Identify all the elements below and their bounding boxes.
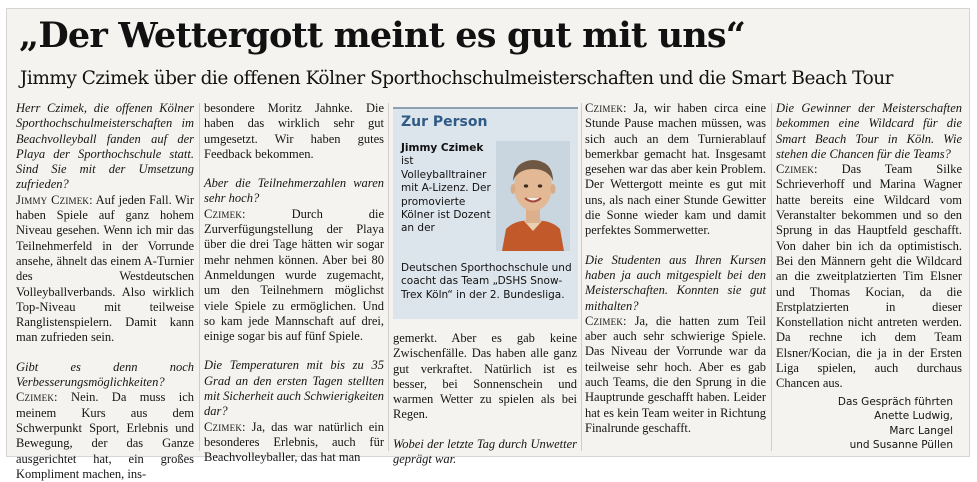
column-2	[204, 101, 384, 466]
speaker-label: Czimek:	[204, 419, 246, 434]
info-box-text: Jimmy Czimek ist Volleyballtrainer mit A-Lizenz. Der promovierte Kölner ist Dozent an der	[401, 142, 491, 235]
answer-2-continued: besondere Moritz Jahnke. Die haben das wirklich sehr gut umgesetzt. Wir haben gutes Feedback bekommen.	[204, 101, 384, 161]
answer-4: Czimek: Ja, das war natürlich ein besonderes Erlebnis, auch für Beachvolleyballer, das hat man	[204, 419, 384, 465]
question-5: Wobei der letzte Tag durch Unwetter geprägt war.	[393, 436, 577, 467]
speaker-label: Czimek:	[585, 101, 627, 115]
column-3	[393, 331, 577, 467]
answer-2: Czimek: Nein. Da muss ich meinem Kurs aus dem Schwerpunkt Sport, Erlebnis und Bewegung, der das Ganze ausgerichtet hat, ein großes Kompliment machen, ins-	[16, 390, 194, 481]
answer-4-continued: gemerkt. Aber es gab keine Zwischenfälle. Das haben alle ganz gut verkraftet. Natürlich ist es besser, bei Sonnenschein und warmen Wetter zu spielen als bei Regen.	[393, 331, 577, 422]
answer-1: Jimmy Czimek: Auf jeden Fall. Wir haben Spiele auf ganz hohem Niveau gesehen. Wenn ich mir das Teilnehmerfeld in der Vorrunde ansehe, ähnelt das einem A-Turnier des Westdeutschen Volleyballverbands. Also wirklich Top-Niveau mit teilweise Ranglistenspielern. Damit kann man zufrieden sein.	[16, 192, 194, 345]
column-1	[16, 101, 194, 482]
answer-6: Czimek: Ja, die hatten zum Teil aber auch sehr schwierige Spiele. Das Niveau der Vorrunde war da teilweise sehr hoch. Aber es gab auch Teams, die den Sprung in die Hauptrunde geschafft haben. Leider hat es kein Team weiter in Richtung Finalrunde geschafft.	[585, 313, 766, 435]
question-4: Die Temperaturen mit bis zu 35 Grad an den ersten Tagen stellten mit Sicherheit auch Schwierigkeiten dar?	[204, 358, 384, 419]
speaker-label: Jimmy Czimek:	[16, 192, 93, 207]
column-5	[776, 101, 962, 392]
info-box-person	[393, 107, 578, 319]
speaker-label: Czimek:	[16, 390, 58, 405]
column-4	[585, 101, 766, 436]
question-1: Herr Czimek, die offenen Kölner Sporthochschulmeisterschaften im Beachvolleyball fanden auf der Playa der Sporthochschule statt. Sind Sie mit der Umsetzung zufrieden?	[16, 101, 194, 192]
speaker-label: Czimek:	[776, 162, 818, 177]
answer-3: Czimek: Durch die Zurverfügungstellung der Playa über die drei Tage hätten wir sogar mehr nehmen können. Aber bei 80 Anmeldungen wurde zugemacht, um den Teilnehmern möglichst viele Spiele zu ermöglichen. Und so kam jede Mannschaft auf drei, einige sogar bis auf fünf Spiele.	[204, 206, 384, 344]
info-box-title: Zur Person	[401, 114, 488, 130]
question-7: Die Gewinner der Meisterschaften bekommen eine Wildcard für die Smart Beach Tour in Köln. Wie stehen die Chancen für die Teams?	[776, 101, 962, 161]
speaker-label: Czimek:	[204, 206, 246, 221]
question-2: Gibt es denn noch Verbesserungsmöglichkeiten?	[16, 359, 194, 390]
question-6: Die Studenten aus Ihren Kursen haben ja auch mitgespielt bei den Meisterschaften. Konnten sie gut mithalten?	[585, 252, 766, 313]
headline: „Der Wettergott meint es gut mit uns“	[19, 15, 746, 56]
person-name: Jimmy Czimek	[401, 142, 484, 154]
answer-7: Czimek: Das Team Silke Schrieverhoff und Marina Wagner hatte bereits eine Wildcard vom Veranstalter bekommen und so den Sprung in das Hauptfeld geschafft. Von daher bin ich da optimistisch. Bei den Männern geht die Wildcard an die zweitplatzierten Tim Elsner und Thomas Kocian, da die Erstplatzierten in dieser Konstellation nicht antreten werden. Da rechne ich dem Team Elsner/Kocian, die ja in der Ersten Liga spielen, auch durchaus Chancen aus.	[776, 162, 962, 391]
portrait-photo	[496, 141, 570, 251]
speaker-label: Czimek:	[585, 313, 627, 328]
answer-5: Czimek: Ja, wir haben circa eine Stunde Pause machen müssen, was sich auch an dem Turnierablauf bemerkbar gemacht hat. Insgesamt gesehen war das aber kein Problem. Der Wettergott meinte es gut mit uns, als nach einer Stunde Gewitter die Sonne wieder kam und damit perfektes Sommerwetter.	[585, 101, 766, 238]
interview-credits: Das Gespräch führten Anette Ludwig, Marc Langel und Susanne Püllen	[837, 396, 953, 452]
subheadline: Jimmy Czimek über die offenen Kölner Sporthochschulmeisterschaften und die Smart Beach Tour	[20, 68, 893, 89]
question-3: Aber die Teilnehmerzahlen waren sehr hoch?	[204, 176, 384, 206]
newspaper-clipping	[6, 8, 970, 481]
info-box-text-continued: Deutschen Sporthochschule und coacht das Team „DSHS Snow-Trex Köln“ in der 2. Bundesliga.	[401, 262, 572, 301]
